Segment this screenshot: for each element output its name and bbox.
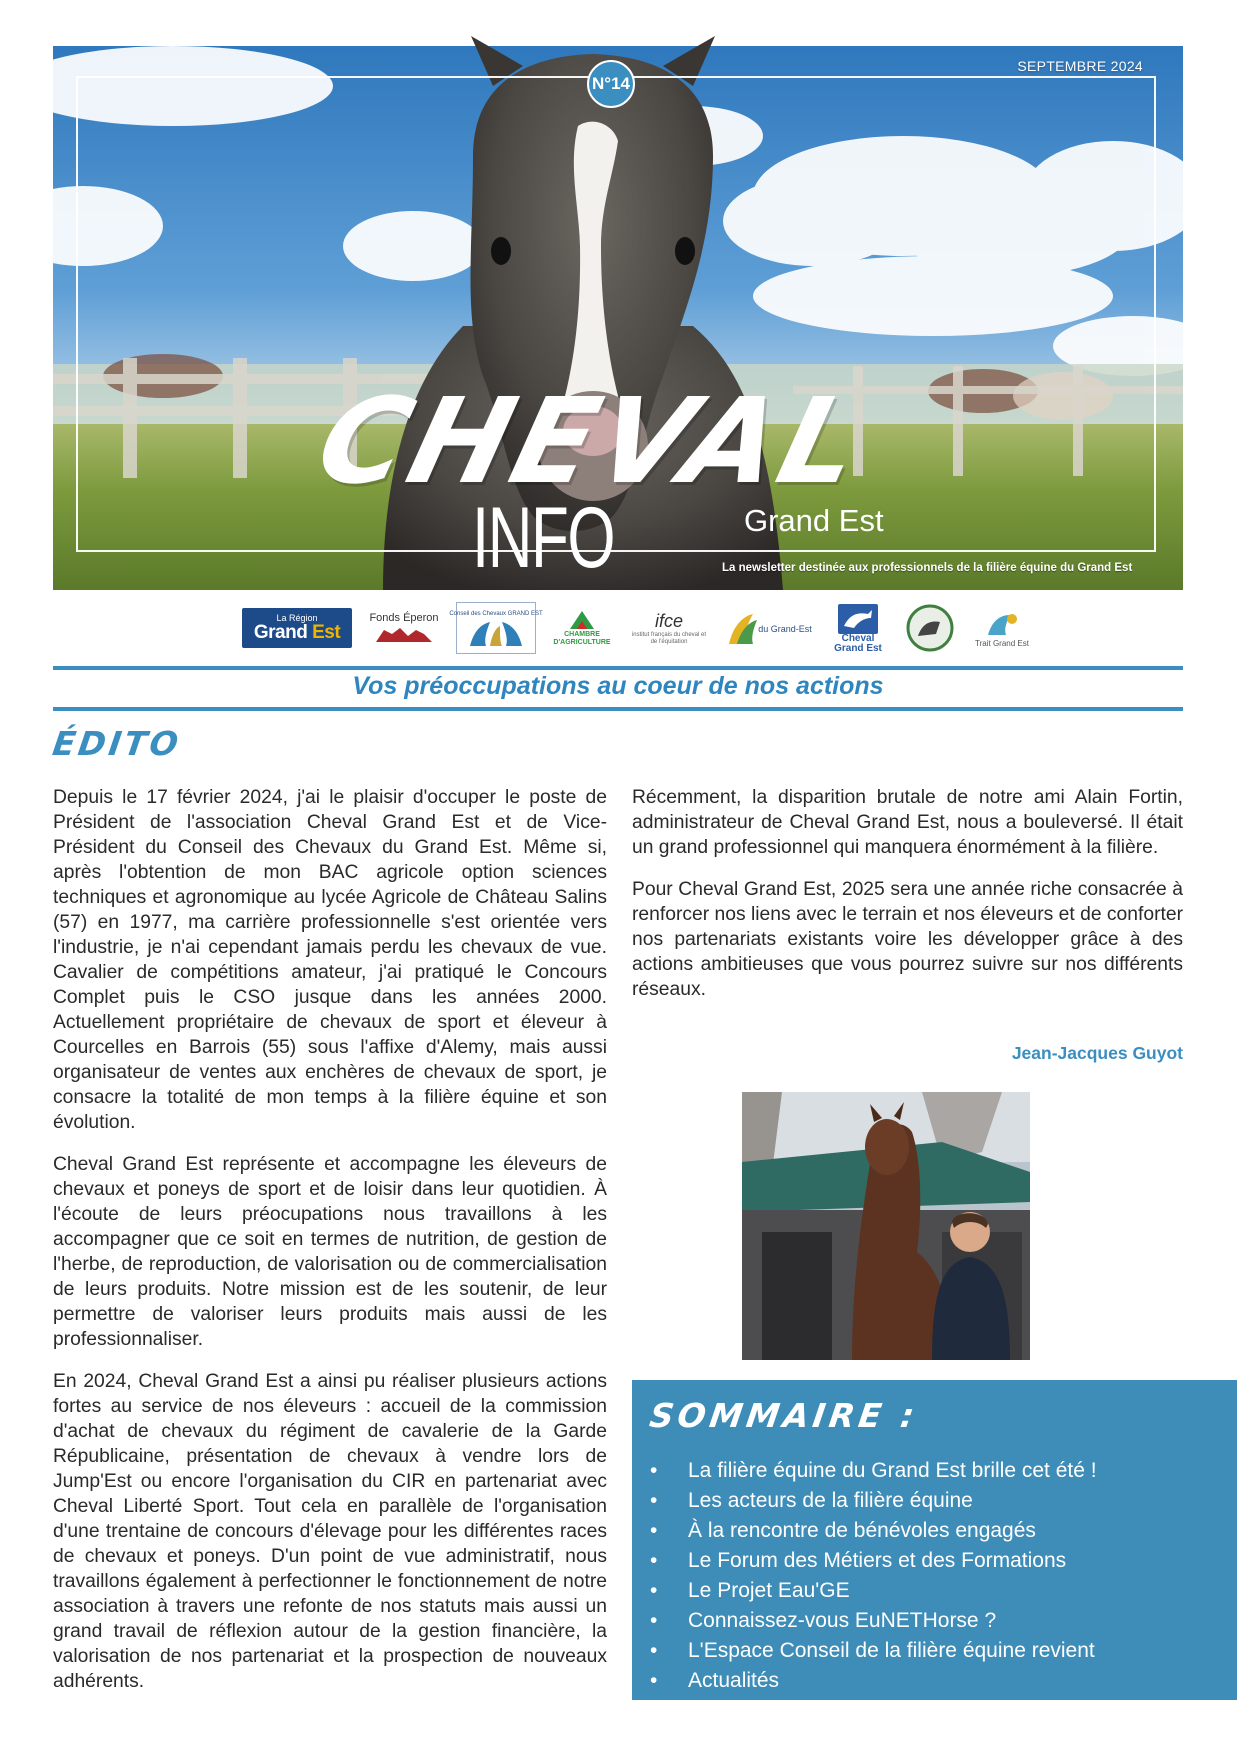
issue-badge: N°14 [587, 60, 635, 108]
author-photo [742, 1092, 1030, 1360]
brand-tagline: La newsletter destinée aux professionnels de la filière équine du Grand Est [722, 562, 1133, 574]
brand-title: CHEVAL [304, 372, 880, 510]
sommaire-item[interactable]: • Actualités [650, 1669, 780, 1692]
svg-text:Conseil des Chevaux GRAND EST: Conseil des Chevaux GRAND EST [449, 611, 543, 617]
horse-silhouette-icon [374, 624, 434, 644]
sommaire-item[interactable]: • Connaissez-vous EuNETHorse ? [650, 1609, 997, 1632]
logo-conseil-chevaux [449, 602, 543, 654]
edito-paragraph: Pour Cheval Grand Est, 2025 sera une année riche consacrée à renforcer nos liens avec le terrain et nos éleveurs et de conforter nos partenariats existants voire les développer grâce à des actions ambitieuses que vous pourrez suivre sur nos différents réseaux. [632, 879, 1183, 1000]
logo-trait-grand-est: Trait Grand Est [972, 600, 1032, 656]
edito-heading: ÉDITO [50, 724, 184, 763]
edito-left-column [53, 785, 607, 1711]
sommaire-heading: SOMMAIRE : [647, 1396, 921, 1435]
edito-paragraph: Récemment, la disparition brutale de notre ami Alain Fortin, administrateur de Cheval Grand Est, nous a bouleversé. Il était un grand professionnel qui manquera énormément à la filière. [632, 787, 1183, 858]
sommaire-list [650, 1456, 1097, 1696]
logo-cheval-grand-est: Cheval Grand Est [828, 600, 888, 658]
table-of-contents [632, 1380, 1237, 1700]
brand-region: Grand Est [744, 503, 884, 538]
sommaire-item[interactable]: • L'Espace Conseil de la filière équine revient [650, 1639, 1095, 1662]
logo-conseil-grand-est [720, 600, 816, 656]
issue-date: SEPTEMBRE 2024 [1017, 58, 1143, 74]
partner-logos [236, 600, 1029, 660]
edito-paragraph: Depuis le 17 février 2024, j'ai le plaisir d'occuper le poste de Président de l'association Cheval Grand Est et de Vice-Président du Conseil des Chevaux du Grand Est. Même si, après l'obtention de mon BAC agricole option sciences techniques et agronomique au lycée Agricole de Château Salins (57) en 1977, ma carrière professionnelle s'est orientée vers l'industrie, je n'ai cependant jamais perdu les chevaux de vue. Cavalier de compétitions amateur, j'ai pratiqué le Concours Complet puis le CSO jusque dans les années 2000. Actuellement propriétaire de chevaux de sport et éleveur à Courcelles en Barrois (55) sous l'affixe d'Alemy, mais aussi organisateur de ventes aux enchères de chevaux de sport, je consacre la totalité de mon temps à la filière équine et son évolution. [53, 787, 607, 1133]
edito-right-column [632, 785, 1183, 1019]
logo-ifce: ifce institut français du cheval et de l'équitation [631, 610, 707, 645]
trait-horse-icon [982, 609, 1022, 639]
horse-jump-icon [838, 604, 878, 634]
chambre-icon [568, 609, 596, 631]
slogan: Vos préoccupations au coeur de nos actions [352, 672, 884, 700]
svg-text:du Grand-Est: du Grand-Est [758, 624, 812, 634]
author-with-horse-photo [742, 1092, 1030, 1360]
logo-chambre-agriculture: CHAMBRE D'AGRICULTURE [546, 600, 618, 656]
divider-bottom [53, 707, 1183, 711]
horse-heads-icon [449, 606, 543, 650]
logo-region-grand-est: La Région Grand Est [242, 608, 352, 648]
sommaire-item[interactable]: • La filière équine du Grand Est brille cet été ! [650, 1459, 1097, 1482]
horse-head-icon [723, 610, 813, 646]
author-signature: Jean-Jacques Guyot [1011, 1043, 1183, 1063]
edito-paragraph: En 2024, Cheval Grand Est a ainsi pu réaliser plusieurs actions fortes au service de nos éleveurs : accueil de la commission d'achat de chevaux du régiment de cavalerie de la Garde Républicaine, présentation de chevaux à vendre lors de Jump'Est ou encore l'organisation du CIR en partenariat avec Cheval Liberté Sport. Tout cela en parallèle de l'organisation d'une trentaine de concours d'élevage pour les différentes races de chevaux et poneys. D'un point de vue administratif, nous travaillons également à perfectionner le fonctionnement de notre association à travers une refonte de nos statuts mais aussi un grand travail de réflexion autour de la gestion financière, la valorisation de nos partenariat et la prospection de nouveaux adhérents. [53, 1371, 607, 1692]
logo-courses [900, 600, 960, 656]
edito-paragraph: Cheval Grand Est représente et accompagne les éleveurs de chevaux et poneys de sport et de loisir dans leur quotidien. À l'écoute de leurs préocupations nous travaillons à les accompagner que ce soit en termes de nutrition, de gestion de l'herbe, de reproduction, de valorisation ou de commercialisation de leurs produits. Notre mission est de les soutenir, de leur permettre de valoriser leurs produits mais aussi de les professionnaliser. [53, 1154, 607, 1350]
sommaire-item[interactable]: • Le Forum des Métiers et des Formations [650, 1549, 1067, 1572]
divider-top [53, 666, 1183, 670]
brand-subtitle: INFO [472, 490, 615, 586]
round-seal-icon [906, 604, 954, 652]
sommaire-item[interactable]: • Le Projet Eau'GE [650, 1579, 850, 1602]
logo-fonds-eperon: Fonds Éperon [364, 600, 444, 656]
sommaire-item[interactable]: • Les acteurs de la filière équine [650, 1489, 973, 1512]
sommaire-item[interactable]: • À la rencontre de bénévoles engagés [650, 1519, 1036, 1542]
